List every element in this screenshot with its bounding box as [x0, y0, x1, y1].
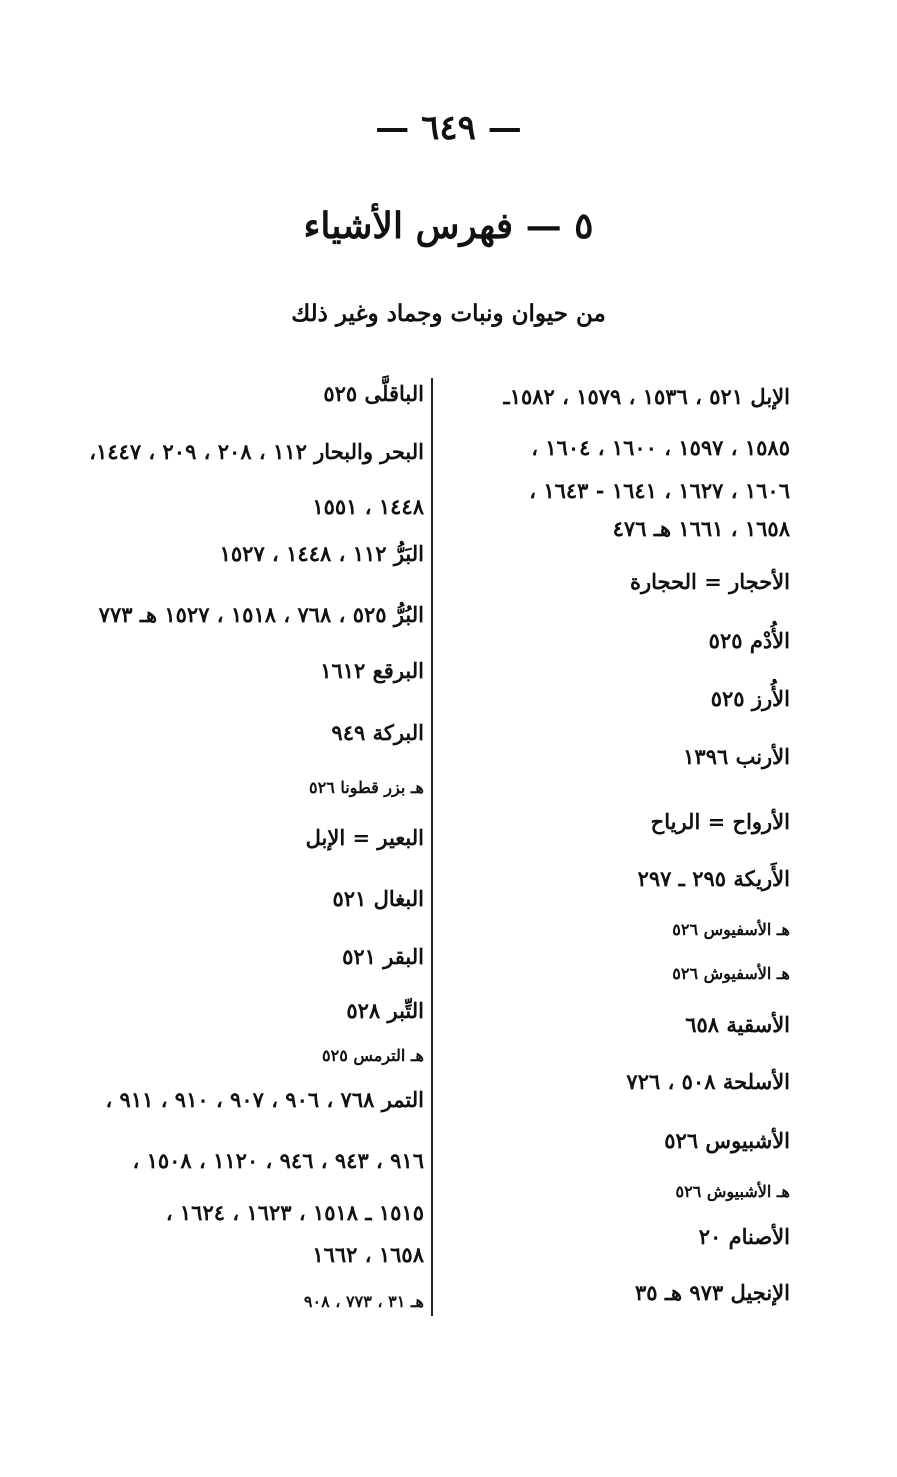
- section-title: ٥ — فهرس الأشياء: [303, 205, 594, 247]
- index-entry: الأحجار = الحجارة: [630, 569, 790, 594]
- page-number: — ٦٤٩ —: [375, 108, 522, 148]
- index-entry-continuation: ٩١٦ ، ٩٤٣ ، ٩٤٦ ، ١١٢٠ ، ١٥٠٨ ،: [132, 1148, 424, 1173]
- index-entry-continuation: ١٥١٥ ـ ١٥١٨ ، ١٦٢٣ ، ١٦٢٤ ،: [165, 1200, 424, 1225]
- index-entry-continuation: ١٦٠٦ ، ١٦٢٧ ، ١٦٤١ - ١٦٤٣ ،: [529, 478, 790, 503]
- index-entry: الباقلَّى ٥٢٥: [323, 381, 424, 406]
- index-entry: الإنجيل ٩٧٣ هـ ٣٥: [634, 1280, 790, 1305]
- index-entry: البغال ٥٢١: [332, 886, 424, 911]
- index-entry: البَرُّ ١١٢ ، ١٤٤٨ ، ١٥٢٧: [219, 541, 424, 566]
- index-entry: الإبل ٥٢١ ، ١٥٣٦ ، ١٥٧٩ ، ١٥٨٢ـ: [503, 384, 790, 409]
- index-entry-footnote: هـ الترمس ٥٢٥: [322, 1046, 424, 1065]
- index-entry: الأسلحة ٥٠٨ ، ٧٢٦: [626, 1069, 790, 1094]
- column-divider: [431, 378, 433, 1316]
- index-entry: الأصنام ٢٠: [698, 1224, 790, 1249]
- index-entry: البعير = الإبل: [305, 825, 424, 850]
- index-entry: البُرُّ ٥٢٥ ، ٧٦٨ ، ١٥١٨ ، ١٥٢٧ هـ ٧٧٣: [98, 602, 424, 627]
- index-entry: البحر والبحار ١١٢ ، ٢٠٨ ، ٢٠٩ ، ١٤٤٧،: [89, 439, 424, 464]
- index-entry: الأُدْم ٥٢٥: [708, 628, 790, 653]
- index-entry-footnote: هـ الأشبيوش ٥٢٦: [675, 1182, 790, 1201]
- index-entry: الأُرز ٥٢٥: [710, 686, 790, 711]
- index-entry: البرقع ١٦١٢: [320, 658, 424, 683]
- index-entry: الأشبيوس ٥٢٦: [664, 1128, 790, 1153]
- index-entry-footnote: هـ الأسفيوش ٥٢٦: [672, 964, 790, 983]
- index-entry-continuation: ١٥٨٥ ، ١٥٩٧ ، ١٦٠٠ ، ١٦٠٤ ،: [531, 435, 790, 460]
- index-entry: التمر ٧٦٨ ، ٩٠٦ ، ٩٠٧ ، ٩١٠ ، ٩١١ ،: [105, 1087, 424, 1112]
- section-subtitle: من حيوان ونبات وجماد وغير ذلك: [291, 300, 606, 327]
- index-entry: الأرنب ١٣٩٦: [683, 744, 790, 769]
- index-entry: الأرواح = الرياح: [650, 809, 790, 834]
- index-entry: الأَريكة ٢٩٥ ـ ٢٩٧: [637, 866, 790, 891]
- index-entry-footnote: هـ ٣١ ، ٧٧٣ ، ٩٠٨: [303, 1292, 424, 1311]
- index-entry: التِّبر ٥٢٨: [346, 998, 424, 1023]
- index-entry: البركة ٩٤٩: [331, 720, 424, 745]
- index-entry: البقر ٥٢١: [342, 944, 424, 969]
- index-entry-continuation: ١٦٥٨ ، ١٦٦١ هـ ٤٧٦: [612, 516, 790, 541]
- index-entry-footnote: هـ الأسفيوس ٥٢٦: [672, 920, 790, 939]
- index-entry-continuation: ١٦٥٨ ، ١٦٦٢: [312, 1242, 424, 1267]
- index-entry-footnote: هـ بزر قطونا ٥٢٦: [309, 778, 424, 797]
- index-entry: الأسقية ٦٥٨: [685, 1012, 790, 1037]
- index-entry-continuation: ١٤٤٨ ، ١٥٥١: [312, 494, 424, 519]
